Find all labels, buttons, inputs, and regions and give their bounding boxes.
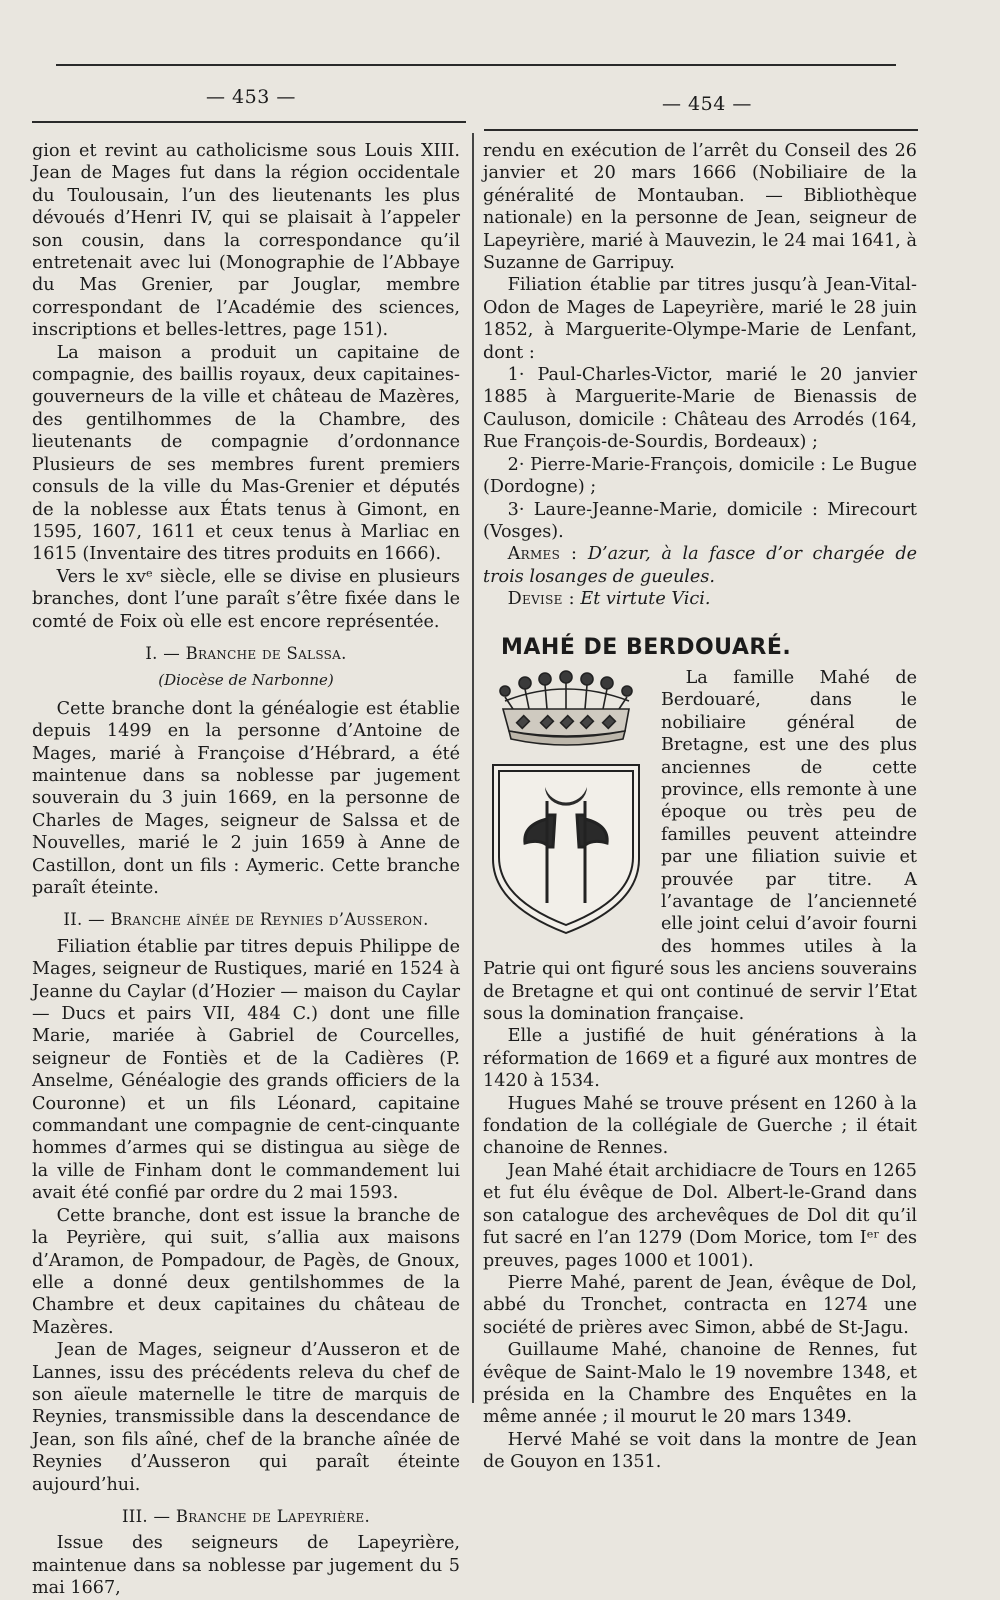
armes-line (483, 543, 917, 588)
mahe-paragraph: Jean Mahé était archidiacre de Tours en 1265 et fut élu évêque de Dol. Albert-le-Grand dans son catalogue des archevêques de Dol dit qu’il fut sacré en l’an 1279 (Dom Morice, tom Iᵉʳ des preuves, pages 1000 et 1001). (483, 1160, 917, 1271)
right-list-item: 3· Laure-Jeanne-Marie, domicile : Mirecourt (Vosges). (483, 499, 917, 542)
left-paragraph: gion et revint au catholicisme sous Louis XIII. Jean de Mages fut dans la région occidentale du Toulousain, l’un des lieutenants les plus dévoués d’Henri IV, qui se plaisait à l’appeler son cousin, dans la correspondance qu’il entretenait avec lui (Monographie de l’Abbaye du Mas Grenier, par Jouglar, membre correspondant de l’Académie des sciences, inscriptions et belles-lettres, page 151). (32, 141, 460, 341)
column-divider (472, 133, 474, 1403)
branch-1-title: I. — Branche de Salssa. (145, 643, 347, 663)
left-page-number: — 453 — (206, 86, 296, 108)
section-title: MAHÉ DE BERDOUARÉ. (501, 634, 792, 660)
top-rule (56, 64, 896, 66)
header-rule-right (484, 129, 918, 131)
devise-label: Devise : (507, 589, 575, 610)
right-list-item: 1· Paul-Charles-Victor, marié le 20 janvier 1885 à Marguerite-Marie de Bienassis de Cauluson, domicile : Château des Arrodés (164, Rue François-de-Sourdis, Bordeaux) ; (483, 365, 917, 453)
right-list-item: 2· Pierre-Marie-François, domicile : Le Bugue (Dordogne) ; (483, 454, 917, 498)
devise-line (483, 588, 917, 610)
branch-1-text: Cette branche dont la généalogie est établie depuis 1499 en la personne d’Antoine de Mages, marié à Françoise d’Hébrard, a été maintenue dans sa noblesse par jugement souverain du 3 juin 1669, en la personne de Charles de Mages, seigneur de Salssa et de Nouvelles, marié le 2 juin 1659 à Anne de Castillon, dont un fils : Aymeric. Cette branche paraît éteinte. (32, 698, 460, 898)
branch-3-title: III. — Branche de Lapeyrière. (121, 1506, 371, 1526)
branch-2-paragraph: Jean de Mages, seigneur d’Ausseron et de Lannes, issu des précédents releva du chef de son aïeule maternelle le titre de marquis de Reynies, transmissible dans la descendance de Jean, son fils aîné, chef de la branche aînée de Reynies d’Ausseron qui paraît éteinte aujourd’hui. (32, 1340, 460, 1495)
branch-3-text: Issue des seigneurs de Lapeyrière, maintenue dans sa noblesse par jugement du 5 mai 1667, (32, 1533, 460, 1599)
devise-text: Et virtute Vici. (580, 589, 711, 610)
right-page-number: — 454 — (662, 93, 752, 115)
left-paragraph: La maison a produit un capitaine de compagnie, des baillis royaux, deux capitaines-gouverneurs de la ville et château de Mazères, des gentilhommes de la Chambre, des lieutenants de compagnie d’ordonnance Plusieurs de ses membres furent premiers consuls de la ville du Mas-Grenier et députés de la noblesse aux États tenus à Gimont, en 1595, 1607, 1611 et ceux tenus à Marliac en 1615 (Inventaire des titres produits en 1666). (32, 342, 460, 565)
armes-text: D’azur, à la fasce d’or chargée de trois losanges de gueules. (483, 544, 917, 587)
branch-2-title: II. — Branche aînée de Reynies d’Ausseron. (63, 910, 429, 930)
mahe-paragraph: Pierre Mahé, parent de Jean, évêque de Dol, abbé du Tronchet, contracta en 1274 une société de prières avec Simon, abbé de St-Jagu. (483, 1272, 917, 1338)
right-column (483, 140, 917, 1474)
right-paragraph: Filiation établie par titres jusqu’à Jean-Vital-Odon de Mages de Lapeyrière, marié le 28 juin 1852, à Marguerite-Olympe-Marie de Lenfant, dont : (483, 275, 917, 363)
mahe-paragraph: La famille Mahé de Berdouaré, dans le nobiliaire général de Bretagne, est une des plus anciennes de cette province, ells remonte à une époque ou très peu de familles peuvent atteindre par une filiation suivie et prouvée par titre. A l’avantage de l’ancienneté elle joint celui d’avoir fourni des hommes utiles à la Patrie qui ont figuré sous les anciens souverains de Bretagne et qui ont continué de servir l’Etat sous la domination française. (483, 667, 917, 1025)
crown-and-shield-icon (483, 669, 649, 941)
mahe-paragraph: Guillaume Mahé, chanoine de Rennes, fut évêque de Saint-Malo le 19 novembre 1348, et présida en la Chambre des Enquêtes en la même année ; il mourut le 20 mars 1349. (483, 1340, 917, 1428)
mahe-paragraph: Elle a justifié de huit générations à la réformation de 1669 et a figuré aux montres de 1420 à 1534. (483, 1026, 917, 1092)
branch-1-diocese: (Diocèse de Narbonne) (158, 671, 334, 690)
branch-2-paragraph: Cette branche, dont est issue la branche de la Peyrière, qui suit, s’allia aux maisons d’Aramon, de Pompadour, de Pagès, de Gnoux, elle a donné deux gentilshommes de la Chambre et deux capitaines du château de Mazères. (32, 1205, 460, 1338)
mahe-paragraph: Hervé Mahé se voit dans la montre de Jean de Gouyon en 1351. (483, 1429, 917, 1473)
coat-of-arms (483, 669, 649, 941)
left-column (32, 140, 460, 1600)
right-paragraph: rendu en exécution de l’arrêt du Conseil des 26 janvier et 20 mars 1666 (Nobiliaire de la généralité de Montauban. — Bibliothèque nationale) en la personne de Jean, seigneur de Lapeyrière, marié à Mauvezin, le 24 mai 1641, à Suzanne de Garripuy. (483, 141, 917, 274)
branch-2-paragraph: Filiation établie par titres depuis Philippe de Mages, seigneur de Rustiques, marié en 1524 à Jeanne du Caylar (d’Hozier — maison du Caylar — Ducs et pairs VII, 484 C.) dont une fille Marie, mariée à Gabriel de Courcelles, seigneur de Fontiès et de la Cadières (P. Anselme, Généalogie des grands officiers de la Couronne) et un fils Léonard, capitaine commandant une compagnie de cent-cinquante hommes d’armes qui se distingua au siège de la ville de Finham dont le commandement lui avait été confié par ordre du 2 mai 1593. (32, 936, 460, 1204)
left-paragraph: Vers le xvᵉ siècle, elle se divise en plusieurs branches, dont l’une paraît s’être fixée dans le comté de Foix où elle est encore représentée. (32, 566, 460, 632)
header-rule-left (32, 121, 466, 123)
mahe-paragraph: Hugues Mahé se trouve présent en 1260 à la fondation de la collégiale de Guerche ; il était chanoine de Rennes. (483, 1093, 917, 1159)
armes-label: Armes : (507, 544, 578, 565)
